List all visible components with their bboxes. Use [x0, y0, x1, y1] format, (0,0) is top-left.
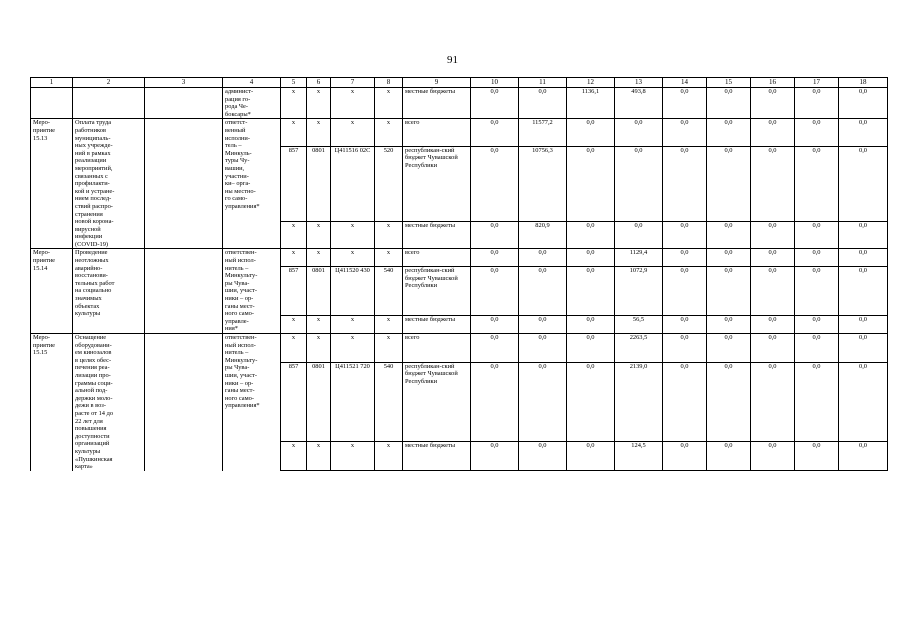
amount-cell: 0,0 — [839, 249, 888, 267]
cell-text-line: ганы мест- — [225, 302, 255, 310]
amount-cell: 0,0 — [839, 362, 888, 442]
column-number-header: 7 — [331, 78, 375, 88]
cell-text-line: Минкульту- — [225, 272, 258, 280]
amount-cell: 0,0 — [751, 146, 795, 222]
cell-text-line: новой корона- — [75, 218, 114, 226]
amount-cell: 0,0 — [795, 146, 839, 222]
amount-cell: 0,0 — [795, 362, 839, 442]
cell-text-line: «Пушкинская — [75, 455, 113, 463]
event-name-cell — [73, 334, 145, 471]
cell-text-line: в целях обес- — [75, 356, 112, 364]
column-number-header: 5 — [281, 78, 307, 88]
cell-text-line: участни- — [225, 172, 249, 180]
amount-cell: 0,0 — [751, 362, 795, 442]
cell-text-line: (COVID-19) — [75, 240, 109, 248]
column-number-header: 8 — [375, 78, 403, 88]
amount-cell: 0,0 — [795, 442, 839, 471]
cell-text-line: приятие — [33, 257, 56, 265]
grbs-code: x — [281, 249, 307, 267]
amount-cell: 0,0 — [471, 88, 519, 119]
amount-cell: 0,0 — [663, 222, 707, 249]
cell-text-line: на социально — [75, 287, 112, 295]
cell-text-line: нием послед- — [75, 195, 112, 203]
amount-cell: 0,0 — [519, 88, 567, 119]
cell-text-line: оборудовани- — [75, 341, 112, 349]
goal-cell — [145, 119, 223, 249]
column-number-header: 1 — [31, 78, 73, 88]
column-number-header: 16 — [751, 78, 795, 88]
cell-text-line: рода Че- — [225, 103, 249, 111]
cell-text-line: организаций — [75, 440, 110, 448]
vr-code: x — [375, 222, 403, 249]
amount-cell: 0,0 — [615, 222, 663, 249]
funding-source: местные бюджеты — [403, 442, 471, 471]
amount-cell: 0,0 — [471, 442, 519, 471]
cell-text-line: тельных работ — [75, 279, 115, 287]
amount-cell: 0,0 — [839, 146, 888, 222]
cell-text-line: 15.15 — [33, 349, 48, 357]
table-row — [31, 88, 888, 119]
cell-text-line: ный испол- — [225, 257, 256, 265]
amount-cell: 0,0 — [567, 362, 615, 442]
amount-cell: 0,0 — [751, 88, 795, 119]
cell-text-line: нитель – — [225, 264, 249, 272]
amount-cell: 0,0 — [663, 362, 707, 442]
amount-cell: 0,0 — [567, 222, 615, 249]
cell-text-line: дежи в воз- — [75, 402, 106, 410]
cell-text-line: венный — [225, 126, 246, 134]
amount-cell: 0,0 — [839, 316, 888, 334]
amount-cell: 0,0 — [663, 316, 707, 334]
amount-cell: 0,0 — [707, 119, 751, 146]
rzpr-code: 0801 — [307, 267, 331, 316]
responsible-cell — [223, 334, 281, 471]
csr-code: x — [331, 334, 375, 363]
amount-cell: 0,0 — [471, 267, 519, 316]
cell-text-line: ного само- — [225, 310, 254, 318]
amount-cell: 0,0 — [519, 334, 567, 363]
vr-code: x — [375, 316, 403, 334]
event-name-cell — [73, 88, 145, 119]
cell-text-line: связанных с — [75, 172, 108, 180]
amount-cell: 11577,2 — [519, 119, 567, 146]
cell-text-line: Проведение — [75, 249, 108, 257]
cell-text-line: граммы соци- — [75, 379, 113, 387]
cell-text-line: приятие — [33, 341, 56, 349]
event-cell — [31, 334, 73, 471]
cell-text-line: ответствен- — [225, 249, 257, 257]
amount-cell: 0,0 — [567, 119, 615, 146]
csr-code: x — [331, 119, 375, 146]
csr-code: x — [331, 88, 375, 119]
cell-text-line: значимых — [75, 295, 102, 303]
cell-text-line: Минкульту- — [225, 356, 258, 364]
amount-cell: 0,0 — [615, 146, 663, 222]
funding-source: местные бюджеты — [403, 316, 471, 334]
cell-text-line: профилакти- — [75, 180, 110, 188]
cell-text-line: странения — [75, 210, 103, 218]
amount-cell: 0,0 — [839, 119, 888, 146]
cell-text-line: муниципаль- — [75, 134, 111, 142]
cell-text-line: туры Чу- — [225, 157, 250, 165]
rzpr-code: x — [307, 119, 331, 146]
amount-cell: 0,0 — [663, 146, 707, 222]
funding-source: республикан-ский бюджет Чувашской Республики — [403, 267, 471, 316]
amount-cell: 0,0 — [707, 316, 751, 334]
funding-source: всего — [403, 334, 471, 363]
amount-cell: 0,0 — [751, 442, 795, 471]
csr-code: x — [331, 249, 375, 267]
cell-text-line: ники – ор- — [225, 379, 254, 387]
amount-cell: 0,0 — [751, 316, 795, 334]
cell-text-line: вирусной — [75, 225, 101, 233]
cell-text-line: исполни- — [225, 134, 250, 142]
funding-source: всего — [403, 119, 471, 146]
cell-text-line: нитель – — [225, 349, 249, 357]
cell-text-line: Минкуль- — [225, 149, 252, 157]
cell-text-line: Оплата труда — [75, 119, 112, 127]
cell-text-line: 15.13 — [33, 134, 48, 142]
cell-text-line: расте от 14 до — [75, 409, 114, 417]
csr-code: x — [331, 316, 375, 334]
amount-cell: 0,0 — [795, 334, 839, 363]
funding-source: республикан-ский бюджет Чувашской Республики — [403, 146, 471, 222]
amount-cell: 0,0 — [839, 88, 888, 119]
amount-cell: 0,0 — [751, 334, 795, 363]
amount-cell: 0,0 — [663, 442, 707, 471]
grbs-code: 857 — [281, 362, 307, 442]
cell-text-line: Меро- — [33, 249, 50, 257]
cell-text-line: вашии, — [225, 164, 245, 172]
vr-code: x — [375, 119, 403, 146]
amount-cell: 0,0 — [567, 316, 615, 334]
amount-cell: 0,0 — [839, 267, 888, 316]
cell-text-line: ганы мест- — [225, 387, 255, 395]
amount-cell: 0,0 — [795, 88, 839, 119]
cell-text-line: ры Чува- — [225, 364, 250, 372]
column-number-header: 13 — [615, 78, 663, 88]
column-number-header: 3 — [145, 78, 223, 88]
cell-text-line: тель – — [225, 142, 242, 150]
grbs-code: x — [281, 442, 307, 471]
cell-text-line: Меро- — [33, 119, 50, 127]
amount-cell: 820,9 — [519, 222, 567, 249]
cell-text-line: ных учрежде- — [75, 142, 113, 150]
cell-text-line: ники – ор- — [225, 295, 254, 303]
funding-source: местные бюджеты — [403, 88, 471, 119]
csr-code: Ц411520 430 — [331, 267, 375, 316]
amount-cell: 0,0 — [707, 362, 751, 442]
column-number-header: 2 — [73, 78, 145, 88]
cell-text-line: ний в рамках — [75, 149, 111, 157]
amount-cell: 0,0 — [471, 334, 519, 363]
event-name-cell — [73, 119, 145, 249]
column-number-header: 14 — [663, 78, 707, 88]
cell-text-line: Оснащение — [75, 334, 107, 341]
grbs-code: x — [281, 222, 307, 249]
cell-text-line: 15.14 — [33, 264, 48, 272]
cell-text-line: управления* — [225, 202, 260, 210]
cell-text-line: 22 лет для — [75, 417, 103, 425]
table-row — [31, 249, 888, 267]
amount-cell: 0,0 — [707, 442, 751, 471]
cell-text-line: ки– орга- — [225, 180, 251, 188]
column-number-header: 12 — [567, 78, 615, 88]
amount-cell: 0,0 — [751, 222, 795, 249]
column-number-header: 15 — [707, 78, 751, 88]
responsible-cell — [223, 249, 281, 334]
cell-text-line: культуры — [75, 310, 101, 318]
cell-text-line: работников — [75, 126, 107, 134]
cell-text-line: объектах — [75, 302, 100, 310]
table-body — [31, 88, 888, 471]
grbs-code: 857 — [281, 146, 307, 222]
amount-cell: 0,0 — [471, 362, 519, 442]
amount-cell: 10756,3 — [519, 146, 567, 222]
amount-cell: 0,0 — [751, 249, 795, 267]
cell-text-line: ры Чува- — [225, 279, 250, 287]
grbs-code: x — [281, 316, 307, 334]
rzpr-code: x — [307, 316, 331, 334]
amount-cell: 0,0 — [795, 267, 839, 316]
goal-cell — [145, 249, 223, 334]
cell-text-line: повышения — [75, 425, 107, 433]
cell-text-line: управления* — [225, 402, 260, 410]
amount-cell: 0,0 — [751, 119, 795, 146]
cell-text-line: неотложных — [75, 257, 109, 265]
amount-cell: 0,0 — [839, 222, 888, 249]
budget-table — [30, 77, 888, 471]
cell-text-line: боксары* — [225, 110, 251, 118]
amount-cell: 0,0 — [519, 249, 567, 267]
cell-text-line: лизации про- — [75, 371, 111, 379]
funding-source: республикан-ский бюджет Чувашской Республики — [403, 362, 471, 442]
grbs-code: 857 — [281, 267, 307, 316]
vr-code: x — [375, 88, 403, 119]
amount-cell: 0,0 — [839, 334, 888, 363]
grbs-code: x — [281, 119, 307, 146]
amount-cell: 0,0 — [663, 88, 707, 119]
amount-cell: 0,0 — [567, 146, 615, 222]
cell-text-line: админист- — [225, 88, 254, 95]
amount-cell: 124,5 — [615, 442, 663, 471]
vr-code: x — [375, 249, 403, 267]
amount-cell: 0,0 — [471, 316, 519, 334]
vr-code: x — [375, 442, 403, 471]
amount-cell: 0,0 — [519, 267, 567, 316]
amount-cell: 2263,5 — [615, 334, 663, 363]
page-number: 91 — [447, 54, 458, 66]
amount-cell: 1136,1 — [567, 88, 615, 119]
cell-text-line: реализации — [75, 157, 107, 165]
cell-text-line: печения реа- — [75, 364, 110, 372]
amount-cell: 0,0 — [751, 267, 795, 316]
amount-cell: 0,0 — [707, 267, 751, 316]
cell-text-line: приятие — [33, 126, 56, 134]
responsible-cell — [223, 88, 281, 119]
event-name-cell — [73, 249, 145, 334]
cell-text-line: восстанови- — [75, 272, 108, 280]
column-number-header: 17 — [795, 78, 839, 88]
column-number-header: 9 — [403, 78, 471, 88]
column-number-header: 11 — [519, 78, 567, 88]
cell-text-line: карта» — [75, 463, 93, 471]
cell-text-line: ответст- — [225, 119, 248, 127]
table-row — [31, 119, 888, 146]
rzpr-code: x — [307, 334, 331, 363]
amount-cell: 0,0 — [471, 249, 519, 267]
amount-cell: 0,0 — [663, 267, 707, 316]
vr-code: 540 — [375, 267, 403, 316]
amount-cell: 493,8 — [615, 88, 663, 119]
amount-cell: 0,0 — [795, 249, 839, 267]
amount-cell: 1129,4 — [615, 249, 663, 267]
csr-code: x — [331, 222, 375, 249]
rzpr-code: x — [307, 222, 331, 249]
vr-code: 520 — [375, 146, 403, 222]
cell-text-line: рация го- — [225, 95, 251, 103]
amount-cell: 0,0 — [519, 362, 567, 442]
amount-cell: 0,0 — [707, 146, 751, 222]
amount-cell: 0,0 — [663, 119, 707, 146]
cell-text-line: ны местно- — [225, 187, 256, 195]
amount-cell: 0,0 — [471, 146, 519, 222]
goal-cell — [145, 334, 223, 471]
rzpr-code: x — [307, 249, 331, 267]
cell-text-line: доступности — [75, 432, 110, 440]
funding-source: местные бюджеты — [403, 222, 471, 249]
amount-cell: 0,0 — [663, 249, 707, 267]
cell-text-line: инфекции — [75, 233, 103, 241]
cell-text-line: ного само- — [225, 394, 254, 402]
cell-text-line: ный испол- — [225, 341, 256, 349]
cell-text-line: го само- — [225, 195, 248, 203]
rzpr-code: x — [307, 88, 331, 119]
amount-cell: 0,0 — [663, 334, 707, 363]
column-number-header: 18 — [839, 78, 888, 88]
amount-cell: 0,0 — [471, 119, 519, 146]
amount-cell: 0,0 — [839, 442, 888, 471]
cell-text-line: ем кинозалов — [75, 349, 112, 357]
amount-cell: 0,0 — [567, 442, 615, 471]
cell-text-line: ответствен- — [225, 334, 257, 341]
funding-source: всего — [403, 249, 471, 267]
cell-text-line: ния* — [225, 325, 238, 333]
cell-text-line: Меро- — [33, 334, 50, 341]
amount-cell: 0,0 — [795, 222, 839, 249]
amount-cell: 0,0 — [707, 249, 751, 267]
rzpr-code: 0801 — [307, 362, 331, 442]
cell-text-line: держки моло- — [75, 394, 113, 402]
cell-text-line: шии, участ- — [225, 371, 257, 379]
amount-cell: 0,0 — [707, 334, 751, 363]
amount-cell: 0,0 — [567, 334, 615, 363]
amount-cell: 0,0 — [567, 267, 615, 316]
column-number-header: 4 — [223, 78, 281, 88]
rzpr-code: x — [307, 442, 331, 471]
amount-cell: 56,5 — [615, 316, 663, 334]
column-number-header: 10 — [471, 78, 519, 88]
cell-text-line: шии, участ- — [225, 287, 257, 295]
event-cell — [31, 119, 73, 249]
csr-code: x — [331, 442, 375, 471]
cell-text-line: мероприятий, — [75, 164, 113, 172]
column-number-header: 6 — [307, 78, 331, 88]
amount-cell: 0,0 — [615, 119, 663, 146]
vr-code: 540 — [375, 362, 403, 442]
amount-cell: 2139,0 — [615, 362, 663, 442]
amount-cell: 0,0 — [707, 88, 751, 119]
cell-text-line: альной под- — [75, 387, 108, 395]
cell-text-line: культуры — [75, 447, 101, 455]
vr-code: x — [375, 334, 403, 363]
amount-cell: 0,0 — [519, 316, 567, 334]
csr-code: Ц411521 720 — [331, 362, 375, 442]
amount-cell: 0,0 — [795, 316, 839, 334]
cell-text-line: кой и устране- — [75, 187, 115, 195]
amount-cell: 0,0 — [519, 442, 567, 471]
responsible-cell — [223, 119, 281, 249]
amount-cell: 0,0 — [707, 222, 751, 249]
event-cell — [31, 249, 73, 334]
csr-code: Ц411516 02С — [331, 146, 375, 222]
cell-text-line: аварийно- — [75, 264, 103, 272]
amount-cell: 0,0 — [795, 119, 839, 146]
column-number-row — [31, 78, 888, 88]
cell-text-line: ствий распро- — [75, 202, 113, 210]
amount-cell: 0,0 — [471, 222, 519, 249]
event-cell — [31, 88, 73, 119]
grbs-code: x — [281, 334, 307, 363]
amount-cell: 1072,9 — [615, 267, 663, 316]
amount-cell: 0,0 — [567, 249, 615, 267]
cell-text-line: управле- — [225, 317, 249, 325]
grbs-code: x — [281, 88, 307, 119]
rzpr-code: 0801 — [307, 146, 331, 222]
table-row — [31, 334, 888, 363]
goal-cell — [145, 88, 223, 119]
